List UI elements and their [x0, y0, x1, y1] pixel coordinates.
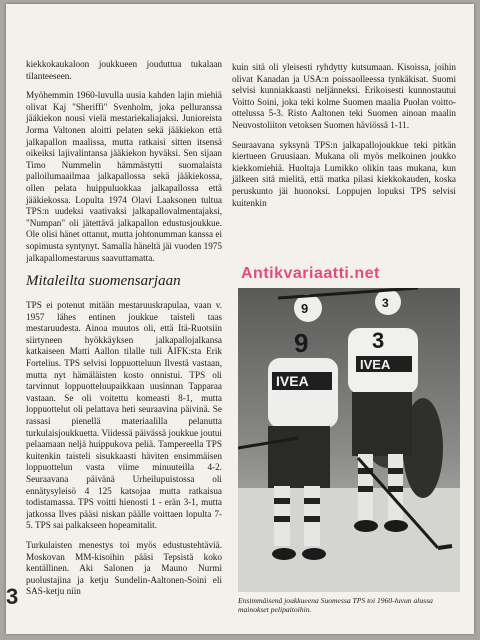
photo-caption: Ensimmäisenä joukkueena Suomessa TPS toi 1960-luvun alussa mainokset pelipaitoihin.	[238, 596, 433, 615]
paragraph: TPS ei potenut mitään mestaruuskrapulaa, vaan v. 1957 lähes entinen joukkue taisteli taas mestaruudesta. Ainoa muutos oli, että Itä-Ruotsiin siirtyneen hyökkäyksen jalkapallojalkansa katkaiseen Matti Aallon tilalle tuli ÅIFK:sta Erik Fortelius. TPS selvisi loppuotteluun Ilvestä vastaan, mutta nyt hämäläisten kosto onnistui. TPS oli tarvinnut loppuotteluupaikkaan uusinnan Tapparaa vastaan. Se oli voitettu komeasti 8-1, mutta loppuottelut oli pelattava heti seuraavina päivinä. Se rassasi pienellä materiaalilla pelanutta turkulaisjoukkuetta. Viidessä päivässä joukkue joutui pelaamaan neljä huippukova peliä. Tampereella TPS kuitenkin taisteli sisukkaasti häviten ensimmäisen loppuottelun vasta viime minuuteilla 4-2. Seuraavana päivänä Urheilupuistossa oli ennätysyleisö 4 125 katsojaa mutta ratkaisua todistamassa. TPS voitti hienosti 1 - erän 3-1, mutta jatkossa Ilves pääsi niskan päälle voittaen lopulta 7-5. TPS sai palkakseen hopeamitalit.	[26, 300, 222, 531]
page-number: 3	[6, 584, 19, 609]
section-heading: Mitaleilta suomensarjaan	[26, 273, 181, 290]
jersey-number: 3	[372, 328, 385, 353]
helmet-number: 3	[382, 296, 389, 310]
jersey-brand: IVEA	[360, 357, 391, 372]
left-text-column	[26, 59, 222, 606]
watermark: Antikvariaatti.net	[241, 265, 380, 282]
paragraph: Seuraavana syksynä TPS:n jalkapallojoukkue teki pitkän kiertueen Gruusiaan. Mukana oli myös melkoinen joukko kiekkomiehiä. Huoltaja Lumikko olikin taas mukana, kun jälkeen sitä mielitä, että matka pilasi kiekkokauden, koska peruskunto jäi huonoksi. Loppujen lopuksi TPS selvisi kuitenkin	[232, 139, 456, 208]
hockey-photo-illustration	[238, 288, 460, 592]
paragraph: kiekkokaukaloon joukkueen jouduttua tukalaan tilanteeseen.	[26, 59, 222, 81]
paragraph: Myöhemmin 1960-luvulla uusia kahden lajin miehiä olivat Kaj "Sheriffi" Svenholm, joka pelluranssa jääkiekon nousi vielä mestariekaliajaksi. Junioreista Jorma Valtonen aloitti pelaten sekä jääkiekon että jalkapallon maalissa, mutta ratkaisi sitten itsensä oikeiksi lajivalintansa jääkiekon hyväksi. Sen sijaan Timo Nummelin hämmästytti suomalaista palloilumaailmaa jalkapallossa sekä jääkiekossa, ollen pelata huippuluokkaa jalkapallossa että jääkiekossa. Lopulta 1974 Olavi Laaksonen tultua TPS:n uudeksi vaativaksi jalkapallovalmentajaksi, "Numpan" oli jätettävä jalkapallon edustusjoukkue. Ole olisi hänet ottanut, mutta johtonumman kanssa ei sopimusta syntynyt. Samalla häneltä jäi vuoden 1975 jalkapallomestaruus saavuttamatta.	[26, 90, 222, 263]
helmet-number: 9	[301, 301, 309, 316]
jersey-number: 9	[294, 328, 309, 358]
paragraph: Turkulaisten menestys toi myös edustustehtäviä. Moskovan MM-kisoihin pääsi Tepsistä koko kentällinen. Aki Salonen ja Mauno Nurmi puolustajina ja ketju Sundelin-Aaltonen-Soini eli SAS-ketju niin	[26, 539, 222, 597]
hockey-photo	[238, 288, 460, 592]
right-text-column	[232, 62, 456, 217]
jersey-brand: IVEA	[276, 373, 309, 389]
book-page	[6, 4, 474, 634]
paragraph: kuin sitä oli yleisesti ryhdytty kutsumaan. Kisoissa, joihin olivat Kanadan ja USA:n poissaolleessa tynkäkisat. Suomi selvisi kunniakkaasti neljänneksi. Erikoisesti kunnostautui Voitto Soini, joka teki kolme Suomen maalia Puolan voitto-ottelussa 5-3. Risto Aaltonen teki Suomen ainoan maalin Neuvostoliiton vetoksen Suomen häviössä 1-11.	[232, 62, 456, 130]
